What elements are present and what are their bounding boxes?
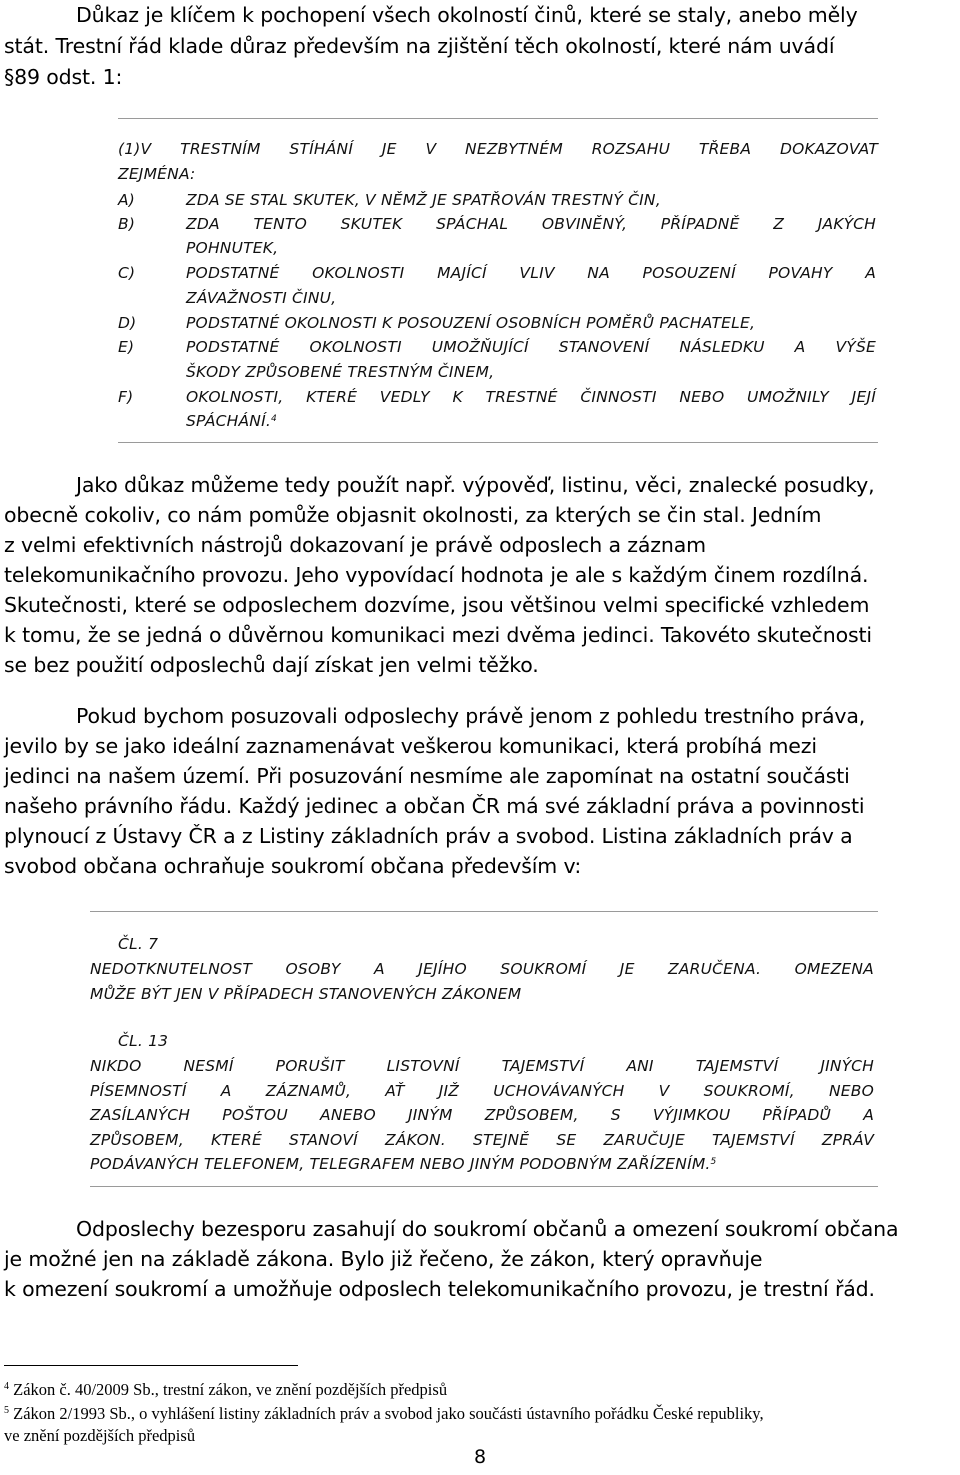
list-item-text: ZDA SE STAL SKUTEK, V NĚMŽ JE SPATŘOVÁN TRESTNÝ ČIN, xyxy=(186,191,661,209)
paragraph-line: svobod občana ochraňuje soukromí občana především v: xyxy=(4,854,582,878)
quote-divider xyxy=(90,1186,878,1187)
intro-line: stát. Trestní řád klade důraz především na zjištění těch okolností, které nám uvádí xyxy=(4,34,835,58)
footnote-ref: 4 xyxy=(271,414,277,424)
footnote xyxy=(4,1379,954,1401)
list-item-text: PODSTATNÉ OKOLNOSTI K POSOUZENÍ OSOBNÍCH POMĚRŮ PACHATELE, xyxy=(186,314,756,332)
footnote-continuation: ve znění pozdějších předpisů xyxy=(4,1426,196,1445)
list-item-text: PODSTATNÉ OKOLNOSTI UMOŽŇUJÍCÍ STANOVENÍ NÁSLEDKU A VÝŠE xyxy=(186,338,876,356)
list-item-text: OKOLNOSTI, KTERÉ VEDLY K TRESTNÉ ČINNOSTI NEBO UMOŽNILY JEJÍ xyxy=(186,388,876,406)
paragraph-line: je možné jen na základě zákona. Bylo již řečeno, že zákon, který opravňuje xyxy=(4,1247,763,1271)
list-item-label: E) xyxy=(118,338,135,356)
quote-divider xyxy=(90,911,878,912)
footnote-text: Zákon 2/1993 Sb., o vyhlášení listiny základních práv a svobod jako součásti ústavního pořádku České republiky, xyxy=(13,1404,764,1423)
footnote-separator xyxy=(4,1365,298,1366)
paragraph-line: k tomu, že se jedná o důvěrnou komunikaci mezi dvěma jedinci. Takovéto skutečnosti xyxy=(4,623,872,647)
list-item-text: PODSTATNÉ OKOLNOSTI MAJÍCÍ VLIV NA POSOUZENÍ POVAHY A xyxy=(186,264,876,282)
article-line: NIKDO NESMÍ PORUŠIT LISTOVNÍ TAJEMSTVÍ ANI TAJEMSTVÍ JINÝCH xyxy=(90,1057,874,1075)
list-item-label: D) xyxy=(118,314,137,332)
list-item-label: F) xyxy=(118,388,134,406)
article-line: NEDOTKNUTELNOST OSOBY A JEJÍHO SOUKROMÍ JE ZARUČENA. OMEZENA xyxy=(90,960,874,978)
article-title: ČL. 13 xyxy=(118,1032,169,1050)
footnote-number: 5 xyxy=(4,1405,9,1416)
paragraph-line: Skutečnosti, které se odposlechem dozvíme, jsou většinou velmi specifické vzhledem xyxy=(4,593,870,617)
paragraph-line: telekomunikačního provozu. Jeho vypovídací hodnota je ale s každým činem rozdílná. xyxy=(4,563,869,587)
paragraph-line: z velmi efektivních nástrojů dokazovaní je právě odposlech a záznam xyxy=(4,533,706,557)
paragraph-line: obecně cokoliv, co nám pomůže objasnit okolnosti, za kterých se čin stal. Jedním xyxy=(4,503,822,527)
quote-divider xyxy=(118,442,878,443)
paragraph-line: našeho právního řádu. Každý jedinec a občan ČR má své základní práva a povinnosti xyxy=(4,794,865,818)
list-item-label: A) xyxy=(118,191,136,209)
paragraph-line: plynoucí z Ústavy ČR a z Listiny základních práv a svobod. Listina základních práv a xyxy=(4,824,853,848)
footnote xyxy=(4,1403,954,1425)
quote-heading: ZEJMÉNA: xyxy=(118,165,196,183)
quote-heading: (1)V TRESTNÍM STÍHÁNÍ JE V NEZBYTNÉM ROZSAHU TŘEBA DOKAZOVAT xyxy=(118,140,878,158)
article-line: ZPŮSOBEM, KTERÉ STANOVÍ ZÁKON. STEJNĚ SE ZARUČUJE TAJEMSTVÍ ZPRÁV xyxy=(90,1131,874,1149)
intro-line: §89 odst. 1: xyxy=(4,65,123,89)
footnote-number: 4 xyxy=(4,1381,9,1392)
list-item-label: C) xyxy=(118,264,136,282)
article-line: PODÁVANÝCH TELEFONEM, TELEGRAFEM NEBO JINÝM PODOBNÝM ZAŘÍZENÍM. xyxy=(90,1155,711,1173)
article-line: PÍSEMNOSTÍ A ZÁZNAMŮ, AŤ JIŽ UCHOVÁVANÝCH V SOUKROMÍ, NEBO xyxy=(90,1082,874,1100)
paragraph-line: se bez použití odposlechů dají získat jen velmi těžko. xyxy=(4,653,539,677)
page-number: 8 xyxy=(473,1446,487,1468)
intro-line: Důkaz je klíčem k pochopení všech okolností činů, které se staly, anebo měly xyxy=(76,3,858,27)
footnote-ref: 5 xyxy=(710,1157,717,1167)
list-item-label: B) xyxy=(118,215,136,233)
article-title: ČL. 7 xyxy=(118,935,159,953)
paragraph-line: jedinci na našem území. Při posuzování nesmíme ale zapomínat na ostatní součásti xyxy=(4,764,850,788)
article-line: MŮŽE BÝT JEN V PŘÍPADECH STANOVENÝCH ZÁKONEM xyxy=(90,985,522,1003)
paragraph-line: jevilo by se jako ideální zaznamenávat veškerou komunikaci, která probíhá mezi xyxy=(4,734,817,758)
paragraph-line: Pokud bychom posuzovali odposlechy právě jenom z pohledu trestního práva, xyxy=(76,704,866,728)
footnote-text: Zákon č. 40/2009 Sb., trestní zákon, ve znění pozdějších předpisů xyxy=(13,1380,448,1399)
article-line: ZASÍLANÝCH POŠTOU ANEBO JINÝM ZPŮSOBEM, S VÝJIMKOU PŘÍPADŮ A xyxy=(90,1106,874,1124)
paragraph-line: Jako důkaz můžeme tedy použít např. výpověď, listinu, věci, znalecké posudky, xyxy=(76,473,875,497)
paragraph-line: k omezení soukromí a umožňuje odposlech telekomunikačního provozu, je trestní řád. xyxy=(4,1277,875,1301)
list-item-text: ZDA TENTO SKUTEK SPÁCHAL OBVINĚNÝ, PŘÍPADNĚ Z JAKÝCH xyxy=(186,215,876,233)
paragraph-line: Odposlechy bezesporu zasahují do soukromí občanů a omezení soukromí občana xyxy=(76,1217,899,1241)
quote-divider xyxy=(118,118,878,119)
